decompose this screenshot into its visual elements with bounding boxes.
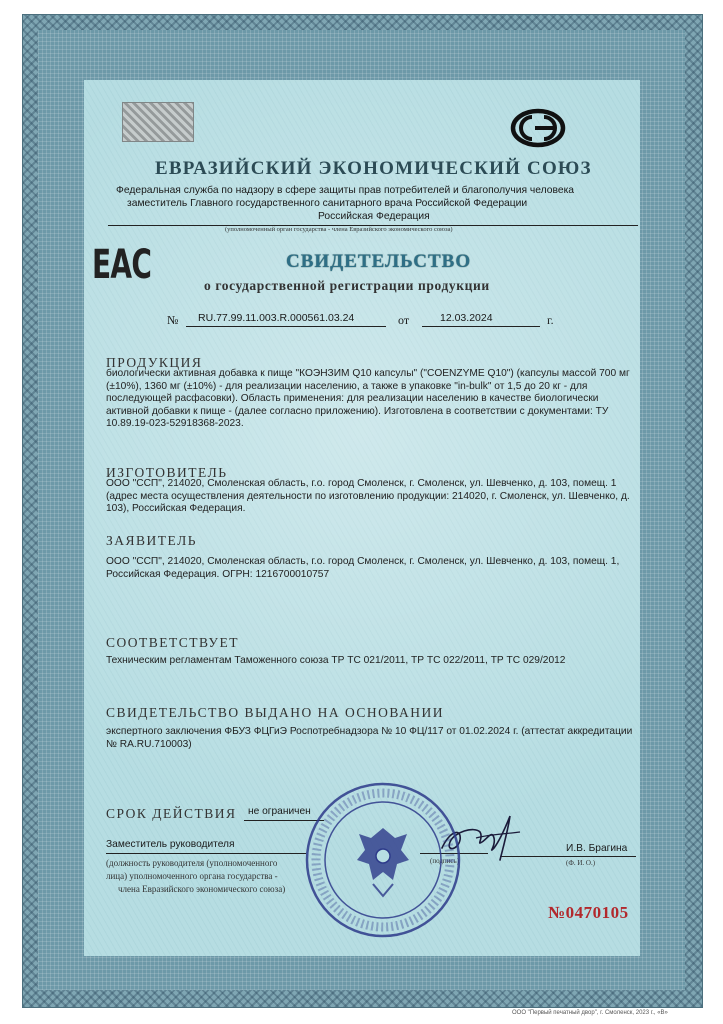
number-label: № [167,313,179,327]
position-underline [106,853,306,854]
conformity-text: Техническим регламентам Таможенного союза ТР ТС 021/2011, ТР ТС 022/2011, ТР ТС 029/2012 [106,655,566,666]
applicant-heading: ЗАЯВИТЕЛЬ [106,533,197,548]
product-heading: ПРОДУКЦИЯ [106,355,203,370]
from-label: от [398,313,410,327]
hologram-sticker [122,102,194,142]
registration-number: RU.77.99.11.003.R.000561.03.24 [198,312,355,324]
agency-line-2: заместитель Главного государственного санитарного врача Российской Федерации [127,198,528,209]
agency-line-3: Российская Федерация [318,211,430,222]
basis-text: экспертного заключения ФБУЗ ФЦГиЭ Роспотребнадзора № 10 ФЦ/117 от 01.02.2024 г. (аттестат аккредитации № RA.RU.710003) [106,726,633,750]
validity-value: не ограничен [248,806,311,817]
form-number: №0470105 [548,903,629,922]
name-caption: (Ф. И. О.) [566,859,596,867]
printer-note: ООО "Первый печатный двор", г. Смоленск, 2023 г., «В» [512,1010,668,1016]
agency-caption: (уполномоченный орган государства - члена Евразийского экономического союза) [225,226,453,233]
position-caption-3: члена Евразийского экономического союза) [118,884,286,894]
validity-heading: СРОК ДЕЙСТВИЯ [106,806,237,821]
manufacturer-text: ООО "ССП", 214020, Смоленская область, г.о. город Смоленск, г. Смоленск, ул. Шевченко, д. 103, помещ. 1 (адрес места осуществления деятельности по изготовлению продукции: 214020, г. Смоленск, ул. Шевченко, д. 103), Российская Федерация. [106,478,630,515]
registration-date: 12.03.2024 [440,312,493,324]
eac-logo: ЕАС [92,242,152,288]
number-underline [186,326,386,327]
manufacturer-heading: ИЗГОТОВИТЕЛЬ [106,465,228,480]
product-text: биологически активная добавка к пище "КОЭНЗИМ Q10 капсулы" ("COENZYME Q10") (капсулы массой 700 мг (±10%), 1360 мг (±10%) - для реализации населению, а также в упаковке "in-bulk" от 1,5 до 20 кг - для последующей расфасовки). Область применения: для реализации населению в качестве биологически активной добавки к пище - (далее согласно приложению). Изготовлена в соответствии с документами: ТУ 10.89.19-023-52918368-2023. [106,368,630,430]
date-underline [422,326,540,327]
applicant-text: ООО "ССП", 214020, Смоленская область, г.о. город Смоленск, г. Смоленск, ул. Шевченко, д. 103, помещ. 1, Российская Федерация. ОГРН: 1216700010757 [106,556,620,580]
certificate-title: СВИДЕТЕЛЬСТВО [286,251,472,272]
official-stamp-icon [303,780,463,940]
certificate-subtitle: о государственной регистрации продукции [204,278,490,293]
year-suffix: г. [547,313,554,327]
agency-line-1: Федеральная служба по надзору в сфере защиты прав потребителей и благополучия человека [116,185,575,196]
signature-caption: (подпись) [430,857,460,865]
conformity-heading: СООТВЕТСТВУЕТ [106,635,239,650]
position-caption-2: лица) уполномоченного органа государства - [106,871,278,881]
position-caption-1: (должность руководителя (уполномоченного [106,858,278,868]
basis-heading: СВИДЕТЕЛЬСТВО ВЫДАНО НА ОСНОВАНИИ [106,705,445,720]
union-title: ЕВРАЗИЙСКИЙ ЭКОНОМИЧЕСКИЙ СОЮЗ [155,158,592,179]
signer-position: Заместитель руководителя [106,839,235,850]
signer-name: И.В. Брагина [566,843,628,854]
ce-logo-icon [510,108,566,148]
